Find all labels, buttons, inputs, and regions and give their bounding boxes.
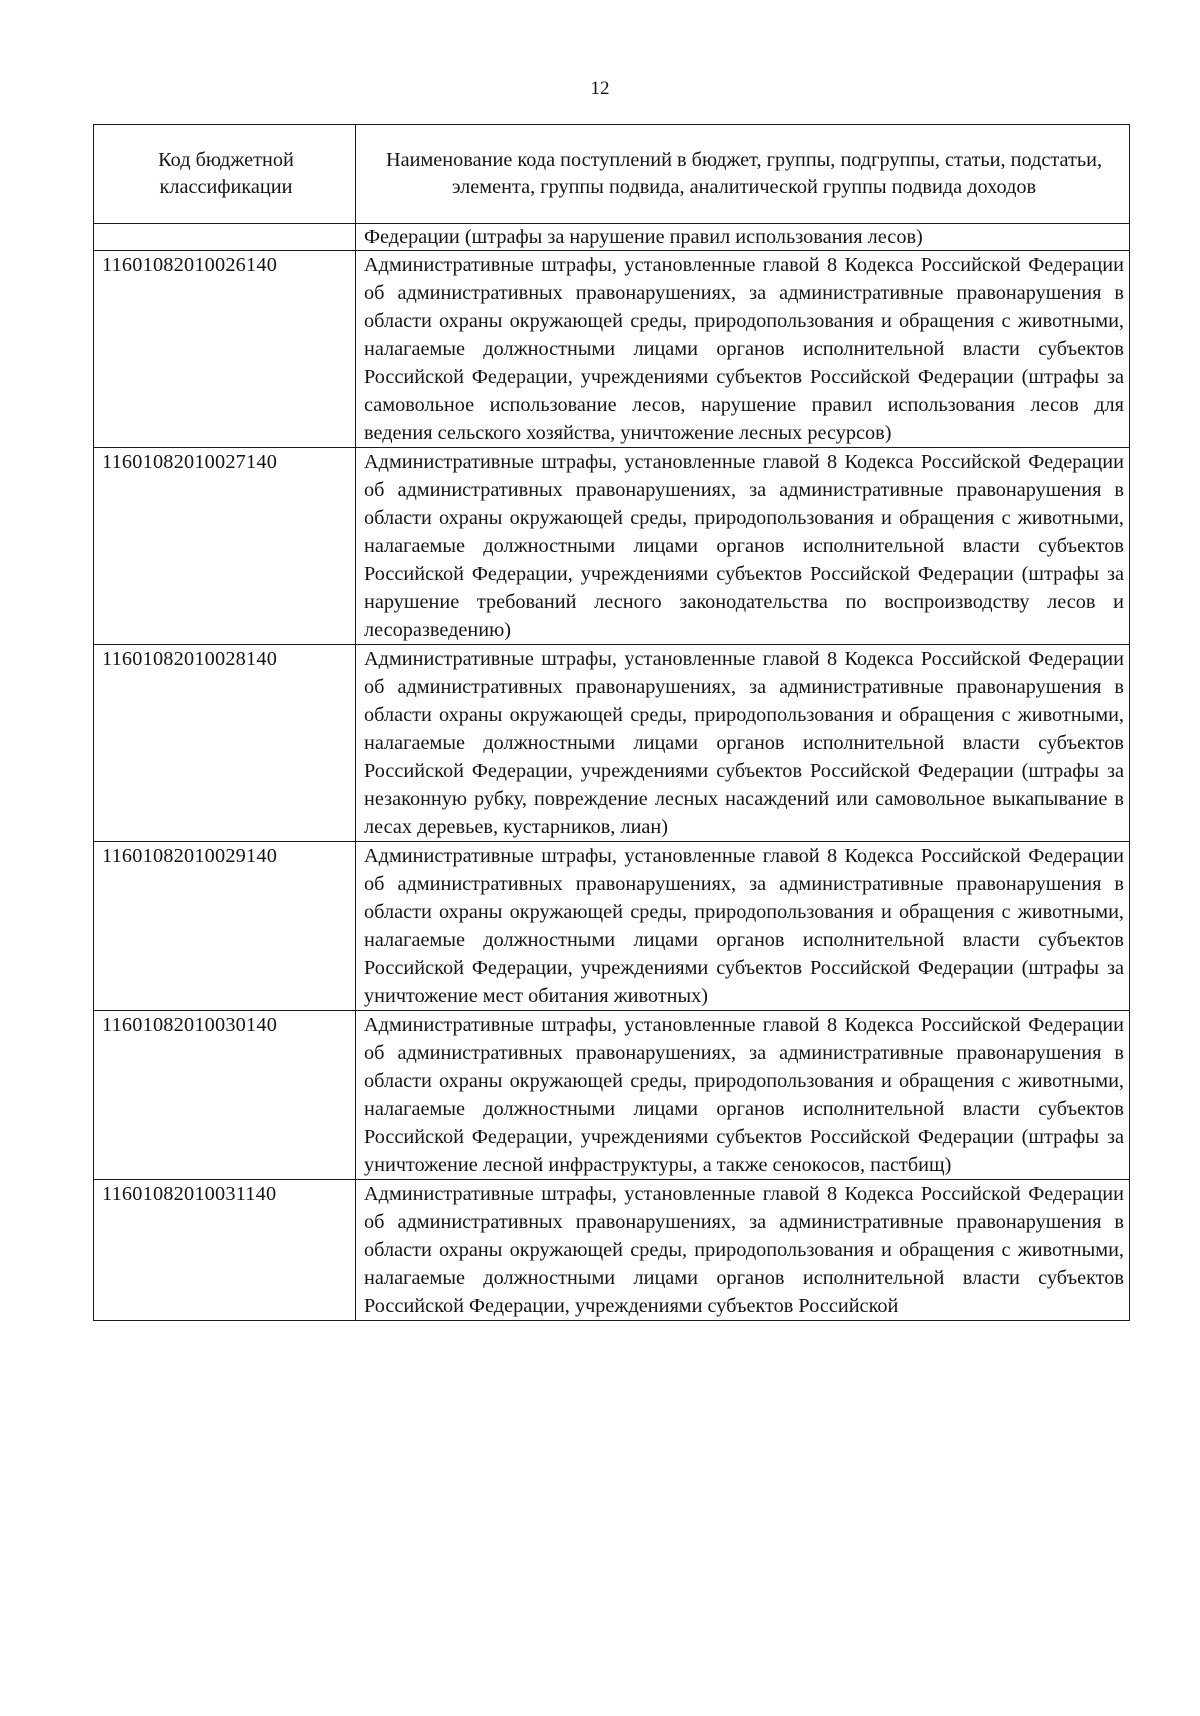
table-header xyxy=(94,125,1130,224)
row-code: 11601082010028140 xyxy=(94,645,356,842)
row-name: Административные штрафы, установленные главой 8 Кодекса Российской Федерации об административных правонарушениях, за административные правонарушения в области охраны окружающей среды, природопользования и обращения с животными, налагаемые должностными лицами органов исполнительной власти субъектов Российской Федерации, учреждениями субъектов Российской Федерации (штрафы за нарушение требований лесного законодательства по воспроизводству лесов и лесоразведению) xyxy=(356,448,1130,645)
table-row xyxy=(94,645,1130,842)
table-row xyxy=(94,1011,1130,1180)
header-name: Наименование кода поступлений в бюджет, группы, подгруппы, статьи, подстатьи, элемента, группы подвида, аналитической группы подвида доходов xyxy=(356,125,1130,224)
row-name: Административные штрафы, установленные главой 8 Кодекса Российской Федерации об административных правонарушениях, за административные правонарушения в области охраны окружающей среды, природопользования и обращения с животными, налагаемые должностными лицами органов исполнительной власти субъектов Российской Федерации, учреждениями субъектов Российской Федерации (штрафы за незаконную рубку, повреждение лесных насаждений или самовольное выкапывание в лесах деревьев, кустарников, лиан) xyxy=(356,645,1130,842)
page-number: 12 xyxy=(590,78,610,99)
row-code: 11601082010027140 xyxy=(94,448,356,645)
continuation-row xyxy=(94,224,1130,251)
row-code: 11601082010030140 xyxy=(94,1011,356,1180)
header-code: Код бюджетной классификации xyxy=(94,125,356,224)
row-code: 11601082010031140 xyxy=(94,1180,356,1321)
header-row xyxy=(94,125,1130,224)
continuation-code-cell xyxy=(94,224,356,251)
row-name: Административные штрафы, установленные главой 8 Кодекса Российской Федерации об административных правонарушениях, за административные правонарушения в области охраны окружающей среды, природопользования и обращения с животными, налагаемые должностными лицами органов исполнительной власти субъектов Российской Федерации, учреждениями субъектов Российской Федерации (штрафы за уничтожение лесной инфраструктуры, а также сенокосов, пастбищ) xyxy=(356,1011,1130,1180)
row-name: Административные штрафы, установленные главой 8 Кодекса Российской Федерации об административных правонарушениях, за административные правонарушения в области охраны окружающей среды, природопользования и обращения с животными, налагаемые должностными лицами органов исполнительной власти субъектов Российской Федерации, учреждениями субъектов Российской Федерации (штрафы за уничтожение мест обитания животных) xyxy=(356,842,1130,1011)
row-code: 11601082010029140 xyxy=(94,842,356,1011)
table-row xyxy=(94,1180,1130,1321)
table-row xyxy=(94,448,1130,645)
row-code: 11601082010026140 xyxy=(94,251,356,448)
table-row xyxy=(94,842,1130,1011)
continuation-text: Федерации (штрафы за нарушение правил использования лесов) xyxy=(356,224,1130,251)
budget-classification-table xyxy=(93,124,1130,1321)
table-row xyxy=(94,251,1130,448)
row-name: Административные штрафы, установленные главой 8 Кодекса Российской Федерации об административных правонарушениях, за административные правонарушения в области охраны окружающей среды, природопользования и обращения с животными, налагаемые должностными лицами органов исполнительной власти субъектов Российской Федерации, учреждениями субъектов Российской Федерации (штрафы за самовольное использование лесов, нарушение правил использования лесов для ведения сельского хозяйства, уничтожение лесных ресурсов) xyxy=(356,251,1130,448)
row-name: Административные штрафы, установленные главой 8 Кодекса Российской Федерации об административных правонарушениях, за административные правонарушения в области охраны окружающей среды, природопользования и обращения с животными, налагаемые должностными лицами органов исполнительной власти субъектов Российской Федерации, учреждениями субъектов Российской xyxy=(356,1180,1130,1321)
